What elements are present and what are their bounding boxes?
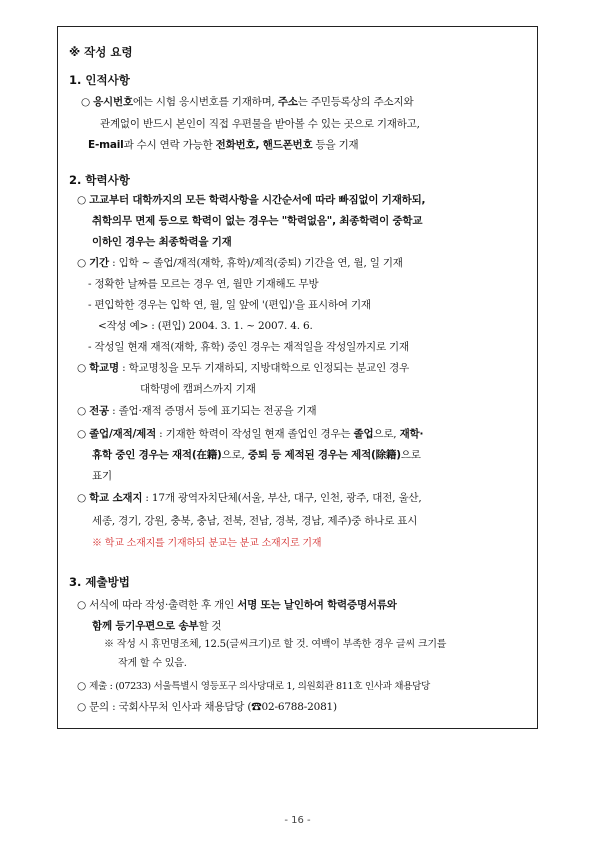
- text-fragment: : 17개 광역자치단체(서울, 부산, 대구, 인천, 광주, 대전, 울산,: [142, 492, 422, 504]
- submission-note-1: ※ 작성 시 휴먼명조체, 12.5(글씨크기)로 할 것. 여백이 부족한 경우 글씨 크기를: [104, 639, 447, 650]
- bullet-circle: ○: [77, 680, 86, 692]
- bullet-circle: ○: [77, 492, 86, 504]
- text-fragment: 과 수시 연락 가능한: [123, 139, 216, 151]
- section-heading-submission: 3. 제출방법: [69, 575, 130, 589]
- submission-contact: 문의 : 국회사무처 인사과 채용담당 (☎02-6788-2081): [89, 701, 337, 713]
- personal-line-1: [81, 95, 413, 109]
- edu-period-example: <작성 예> : (편입) 2004. 3. 1. ~ 2007. 4. 6.: [98, 320, 313, 332]
- bullet-circle: ○: [77, 194, 86, 206]
- term-school-location: 학교 소재지: [89, 492, 143, 504]
- text-fragment: : 기재한 학력이 작성일 현재 졸업인 경우는: [156, 428, 354, 440]
- term-school-name: 학교명: [89, 362, 119, 374]
- edu-location-line-1: [77, 491, 421, 505]
- term-registered: 휴학 중인 경우는 재적(在籍): [92, 449, 222, 461]
- edu-status-line-2: [92, 448, 421, 462]
- term-period: 기간: [89, 257, 109, 269]
- bullet-circle: ○: [77, 428, 86, 440]
- edu-period-sub-3: - 작성일 현재 재적(재학, 휴학) 중인 경우는 재적일을 작성일까지로 기재: [88, 341, 409, 353]
- edu-intro-line-1: [77, 193, 425, 207]
- submission-address-line: [77, 679, 430, 694]
- term-enrolled: 재학·: [399, 428, 424, 440]
- section-heading-education: 2. 학력사항: [69, 173, 130, 187]
- guide-title: ※ 작성 요령: [69, 45, 133, 59]
- text-fragment: 는 주민등록상의 주소지와: [297, 96, 414, 108]
- text-fragment: 으로,: [221, 449, 248, 461]
- submission-line-1: [77, 598, 397, 612]
- term-phone: 전화번호, 핸드폰번호: [215, 139, 313, 151]
- edu-intro-line-3: 이하인 경우는 최종학력을 기재: [92, 236, 232, 248]
- edu-intro-text: 고교부터 대학까지의 모든 학력사항을 시간순서에 따라 빠짐없이 기재하되,: [89, 194, 426, 206]
- section-heading-personal: 1. 인적사항: [69, 73, 130, 87]
- bullet-circle: ○: [77, 701, 86, 713]
- bullet-circle: ○: [77, 257, 86, 269]
- submission-note-2: 작게 할 수 있음.: [118, 658, 187, 669]
- edu-period-line: [77, 256, 403, 270]
- bullet-circle: ○: [77, 405, 86, 417]
- term-graduated: 졸업: [353, 428, 374, 440]
- term-status: 졸업/재적/제적: [89, 428, 157, 440]
- edu-major-line: [77, 404, 316, 418]
- edu-period-sub-1: - 정확한 날짜를 모르는 경우 연, 월만 기재해도 무방: [88, 278, 319, 290]
- text-fragment: 할 것: [198, 620, 222, 632]
- text-fragment: : 입학 ~ 졸업/재적(재학, 휴학)/제적(중퇴) 기간을 연, 월, 일 기재: [109, 257, 403, 269]
- term-address: 주소: [277, 96, 298, 108]
- submission-address: 제출 : (07233) 서울특별시 영등포구 의사당대로 1, 의원회관 811호 인사과 채용담당: [89, 681, 430, 692]
- bullet-circle: ○: [77, 599, 86, 611]
- submission-contact-line: [77, 700, 337, 714]
- term-registered-mail: 함께 등기우편으로 송부: [92, 620, 199, 632]
- text-fragment: 으로,: [373, 428, 400, 440]
- edu-intro-line-2: 취학의무 면제 등으로 학력이 없는 경우는 "학력없음", 최종학력이 중학교: [92, 215, 423, 227]
- text-fragment: 서식에 따라 작성·출력한 후 개인: [89, 599, 238, 611]
- bullet-circle: ○: [81, 96, 90, 108]
- edu-status-line-1: [77, 427, 423, 441]
- edu-location-note: ※ 학교 소재지를 기재하되 분교는 분교 소재지로 기재: [92, 538, 322, 549]
- edu-location-line-2: 세종, 경기, 강원, 충북, 충남, 전북, 전남, 경북, 경남, 제주)중 하나로 표시: [92, 515, 418, 527]
- term-expelled: 중퇴 등 제적된 경우는 제적(除籍): [247, 449, 401, 461]
- personal-line-3: [88, 138, 358, 152]
- term-major: 전공: [89, 405, 109, 417]
- page-number: - 16 -: [284, 815, 311, 826]
- submission-line-2: [92, 619, 221, 633]
- edu-school-line-2: 대학명에 캠퍼스까지 기재: [140, 383, 256, 395]
- text-fragment: : 졸업·재적 증명서 등에 표기되는 전공을 기재: [109, 405, 317, 417]
- text-fragment: : 학교명칭을 모두 기재하되, 지방대학으로 인정되는 분교인 경우: [118, 362, 410, 374]
- text-fragment: 으로: [400, 449, 421, 461]
- personal-line-2: 관계없이 반드시 본인이 직접 우편물을 받아볼 수 있는 곳으로 기재하고,: [100, 118, 420, 130]
- edu-period-sub-2: - 편입학한 경우는 입학 연, 월, 일 앞에 '(편입)'을 표시하여 기재: [88, 299, 371, 311]
- term-signature: 서명 또는 날인하여 학력증명서류와: [237, 599, 397, 611]
- edu-status-line-3: 표기: [92, 470, 112, 482]
- text-fragment: 에는 시험 응시번호를 기재하며,: [132, 96, 278, 108]
- edu-school-line-1: [77, 361, 409, 375]
- term-exam-number: 응시번호: [93, 96, 133, 108]
- text-fragment: 등을 기재: [312, 139, 359, 151]
- bullet-circle: ○: [77, 362, 86, 374]
- term-email: E-mail: [88, 139, 124, 151]
